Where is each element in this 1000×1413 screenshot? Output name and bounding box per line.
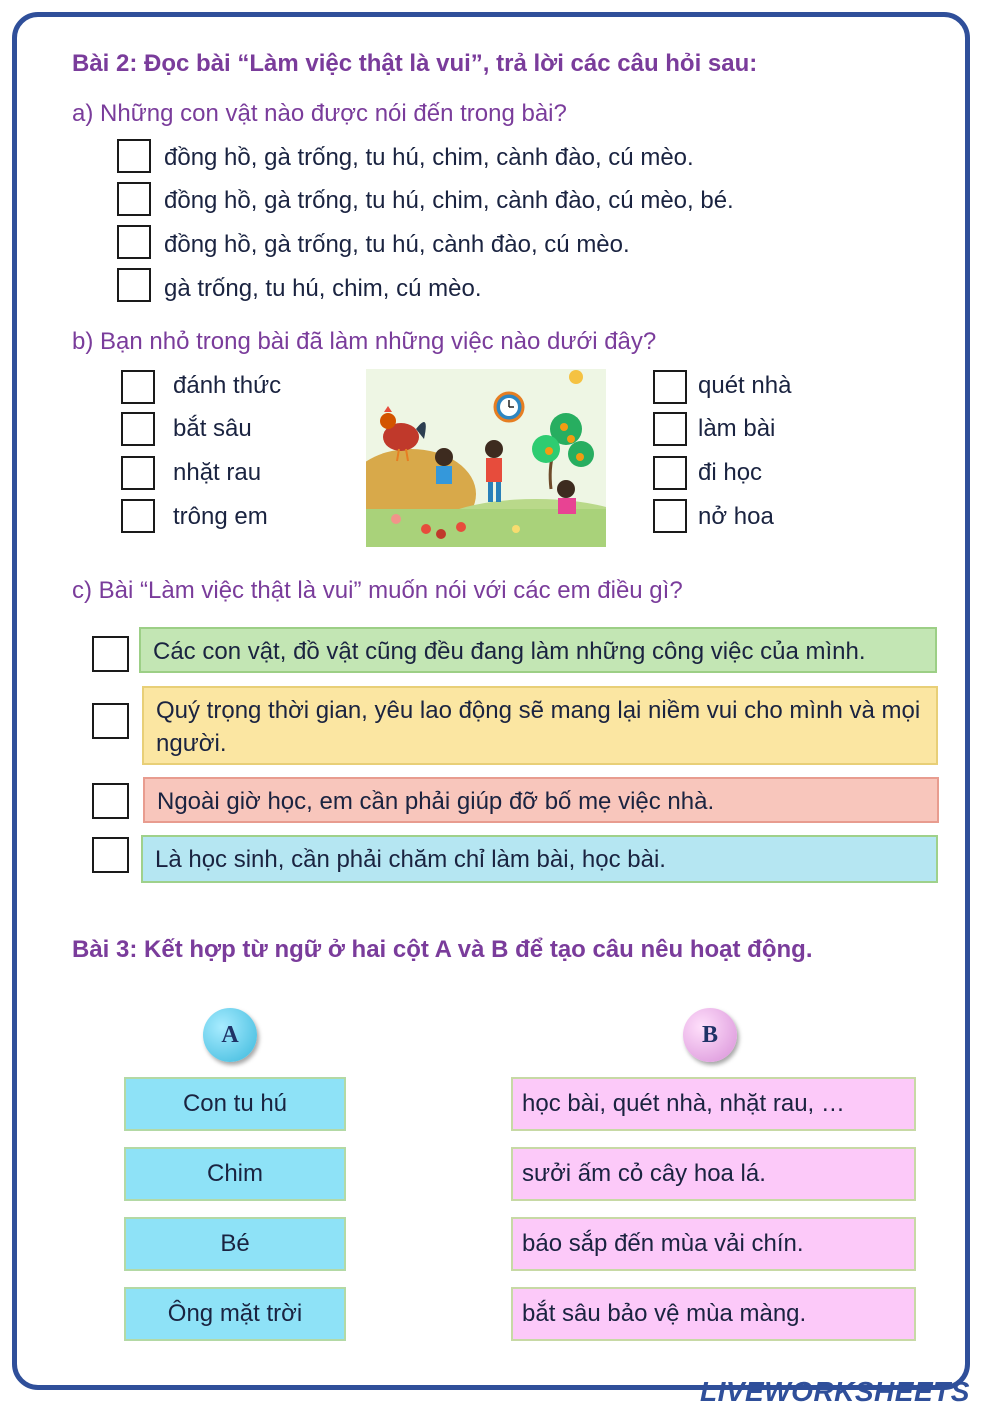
checkbox-b-right-4[interactable] (653, 499, 687, 533)
checkbox-b-left-3[interactable] (121, 456, 155, 490)
option-a-3: đồng hồ, gà trống, tu hú, cành đào, cú mèo. (164, 231, 630, 258)
option-b-left-3: nhặt rau (173, 459, 262, 486)
checkbox-b-right-2[interactable] (653, 412, 687, 446)
question-a: a) Những con vật nào được nói đến trong bài? (72, 100, 567, 127)
option-b-right-4: nở hoa (698, 503, 774, 530)
answer-c-1: Các con vật, đồ vật cũng đều đang làm những công việc của mình. (139, 627, 937, 673)
story-illustration (366, 369, 606, 547)
checkbox-b-left-2[interactable] (121, 412, 155, 446)
checkbox-c-1[interactable] (92, 636, 129, 672)
option-b-right-3: đi học (698, 459, 763, 486)
checkbox-c-4[interactable] (92, 837, 129, 873)
exercise-2-title: Bài 2: Đọc bài “Làm việc thật là vui”, trả lời các câu hỏi sau: (72, 50, 758, 77)
option-b-left-4: trông em (173, 503, 268, 530)
column-a-item-4[interactable]: Ông mặt trời (124, 1287, 346, 1341)
column-b-item-2[interactable]: sưởi ấm cỏ cây hoa lá. (511, 1147, 916, 1201)
answer-c-2: Quý trọng thời gian, yêu lao động sẽ mang lại niềm vui cho mình và mọi người. (142, 686, 938, 765)
column-b-item-3[interactable]: báo sắp đến mùa vải chín. (511, 1217, 916, 1271)
question-c: c) Bài “Làm việc thật là vui” muốn nói với các em điều gì? (72, 577, 683, 604)
option-a-1: đồng hồ, gà trống, tu hú, chim, cành đào, cú mèo. (164, 144, 694, 171)
column-a-item-2[interactable]: Chim (124, 1147, 346, 1201)
checkbox-a-2[interactable] (117, 182, 151, 216)
option-a-4: gà trống, tu hú, chim, cú mèo. (164, 275, 482, 302)
checkbox-b-right-1[interactable] (653, 370, 687, 404)
option-b-left-2: bắt sâu (173, 415, 252, 442)
checkbox-a-1[interactable] (117, 139, 151, 173)
liveworksheets-watermark: LIVEWORKSHEETS (700, 1376, 970, 1407)
option-a-2: đồng hồ, gà trống, tu hú, chim, cành đào, cú mèo, bé. (164, 187, 734, 214)
answer-c-4: Là học sinh, cần phải chăm chỉ làm bài, học bài. (141, 835, 938, 883)
checkbox-c-2[interactable] (92, 703, 129, 739)
column-b-badge: B (683, 1008, 737, 1062)
column-a-badge: A (203, 1008, 257, 1062)
option-b-right-1: quét nhà (698, 372, 792, 399)
checkbox-b-left-4[interactable] (121, 499, 155, 533)
option-b-left-1: đánh thức (173, 372, 282, 399)
option-b-right-2: làm bài (698, 415, 776, 442)
checkbox-b-right-3[interactable] (653, 456, 687, 490)
exercise-3-title: Bài 3: Kết hợp từ ngữ ở hai cột A và B để tạo câu nêu hoạt động. (72, 936, 813, 963)
column-b-item-4[interactable]: bắt sâu bảo vệ mùa màng. (511, 1287, 916, 1341)
column-a-item-1[interactable]: Con tu hú (124, 1077, 346, 1131)
clock-icon (495, 393, 523, 421)
checkbox-b-left-1[interactable] (121, 370, 155, 404)
column-b-item-1[interactable]: học bài, quét nhà, nhặt rau, … (511, 1077, 916, 1131)
column-a-item-3[interactable]: Bé (124, 1217, 346, 1271)
question-b: b) Bạn nhỏ trong bài đã làm những việc nào dưới đây? (72, 328, 657, 355)
checkbox-a-4[interactable] (117, 268, 151, 302)
answer-c-3: Ngoài giờ học, em cần phải giúp đỡ bố mẹ việc nhà. (143, 777, 939, 823)
checkbox-a-3[interactable] (117, 225, 151, 259)
checkbox-c-3[interactable] (92, 783, 129, 819)
